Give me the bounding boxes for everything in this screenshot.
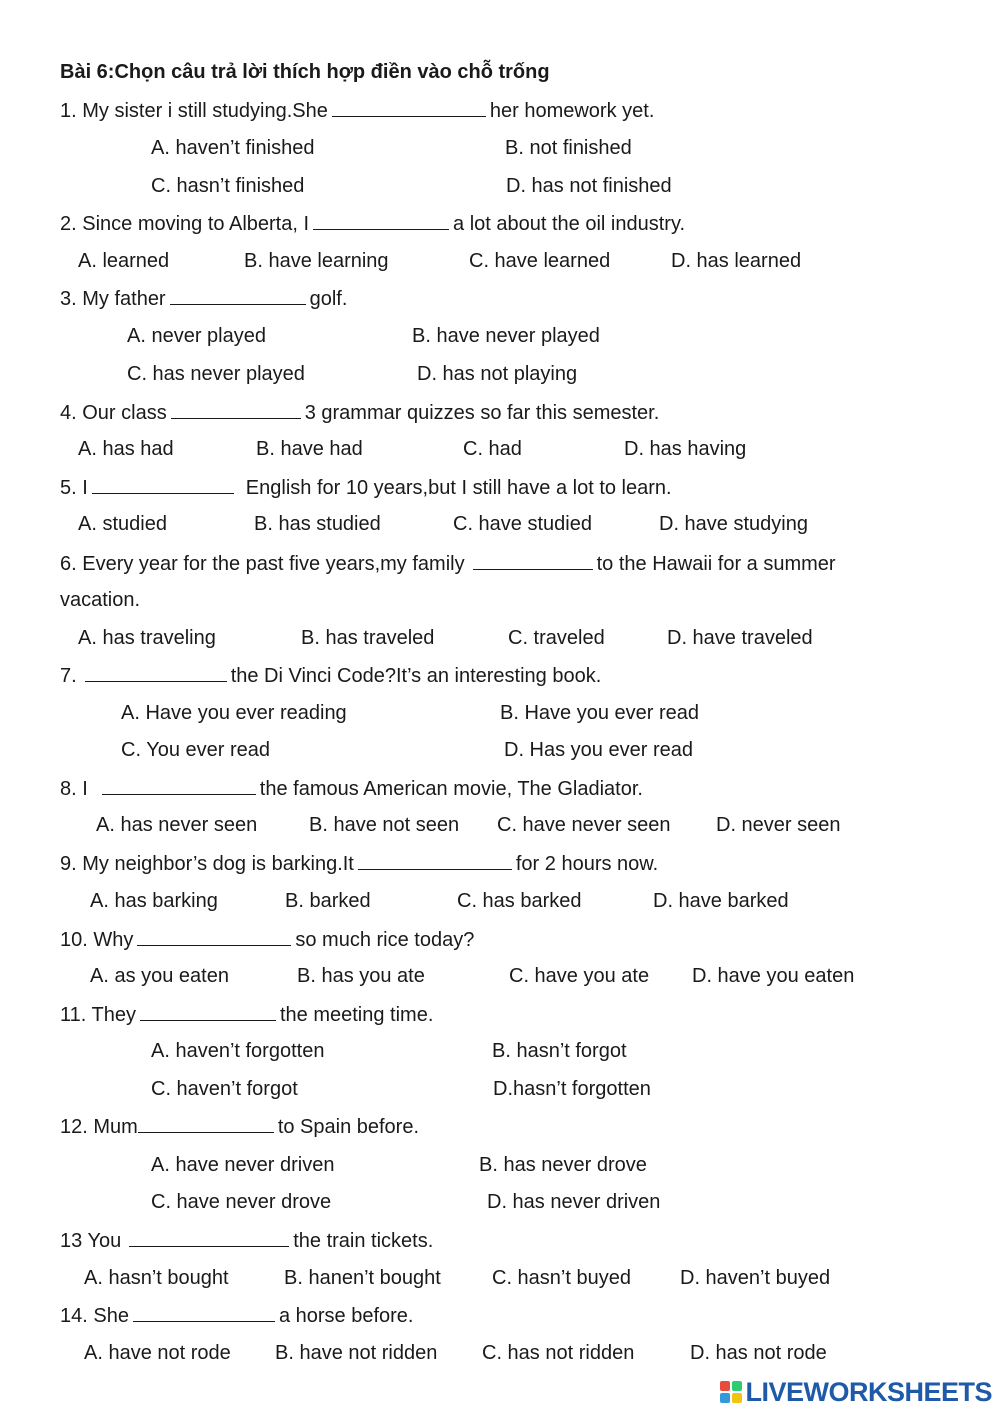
question-9 xyxy=(60,851,658,876)
logo-square-blue xyxy=(720,1393,730,1403)
option-b[interactable]: B. not finished xyxy=(505,137,632,159)
question-text: 13 You xyxy=(60,1230,122,1252)
answer-blank[interactable] xyxy=(473,551,593,570)
option-c[interactable]: C. has not ridden xyxy=(482,1342,635,1364)
question-text: 8. I xyxy=(60,778,88,800)
question-6 xyxy=(60,551,836,576)
option-a[interactable]: A. haven’t finished xyxy=(151,137,315,159)
option-b[interactable]: B. have not ridden xyxy=(275,1342,438,1364)
option-d[interactable]: D. never seen xyxy=(716,814,841,836)
option-d[interactable]: D. has having xyxy=(624,438,747,460)
option-b[interactable]: B. has traveled xyxy=(301,627,435,649)
option-d[interactable]: D. has not rode xyxy=(690,1342,827,1364)
question-text: 3. My father xyxy=(60,288,166,310)
option-c[interactable]: C. hasn’t buyed xyxy=(492,1267,631,1289)
logo-square-red xyxy=(720,1381,730,1391)
option-d[interactable]: D. has never driven xyxy=(487,1191,661,1213)
option-a[interactable]: A. have not rode xyxy=(84,1342,231,1364)
question-text: the famous American movie, The Gladiator. xyxy=(259,778,643,800)
option-c[interactable]: C. have studied xyxy=(453,513,592,535)
option-a[interactable]: A. has had xyxy=(78,438,174,460)
answer-blank[interactable] xyxy=(332,98,486,117)
option-c[interactable]: C. haven’t forgot xyxy=(151,1078,298,1100)
answer-blank[interactable] xyxy=(85,663,227,682)
option-d[interactable]: D. have you eaten xyxy=(692,965,855,987)
answer-blank[interactable] xyxy=(140,1002,276,1021)
option-b[interactable]: B. hasn’t forgot xyxy=(492,1040,627,1062)
logo-mark-icon xyxy=(720,1381,742,1403)
option-a[interactable]: A. have never driven xyxy=(151,1154,335,1176)
option-a[interactable]: A. studied xyxy=(78,513,167,535)
liveworksheets-logo xyxy=(720,1377,992,1407)
question-text: 14. She xyxy=(60,1305,129,1327)
option-a[interactable]: A. has barking xyxy=(90,890,218,912)
option-d[interactable]: D. haven’t buyed xyxy=(680,1267,831,1289)
question-text: 1. My sister i still studying.She xyxy=(60,100,328,122)
option-c[interactable]: C. have learned xyxy=(469,250,611,272)
exercise-title: Bài 6:Chọn câu trả lời thích hợp điền vào chỗ trống xyxy=(60,61,550,83)
option-c[interactable]: C. had xyxy=(463,438,522,460)
option-c[interactable]: C. You ever read xyxy=(121,739,270,761)
answer-blank[interactable] xyxy=(129,1228,289,1247)
question-text: to Spain before. xyxy=(277,1116,420,1138)
answer-blank[interactable] xyxy=(358,851,512,870)
question-12 xyxy=(60,1114,419,1139)
option-c[interactable]: C. traveled xyxy=(508,627,605,649)
option-b[interactable]: B. have not seen xyxy=(309,814,460,836)
option-d[interactable]: D. has not playing xyxy=(417,363,578,385)
option-a[interactable]: A. never played xyxy=(127,325,266,347)
question-14 xyxy=(60,1303,413,1328)
option-a[interactable]: A. learned xyxy=(78,250,170,272)
option-a[interactable]: A. as you eaten xyxy=(90,965,229,987)
question-text: 9. My neighbor’s dog is barking.It xyxy=(60,853,354,875)
option-d[interactable]: D. have studying xyxy=(659,513,808,535)
answer-blank[interactable] xyxy=(313,211,449,230)
option-c[interactable]: C. has barked xyxy=(457,890,582,912)
question-text: for 2 hours now. xyxy=(515,853,659,875)
question-text: her homework yet. xyxy=(489,100,655,122)
option-b[interactable]: B. has studied xyxy=(254,513,381,535)
question-text: the train tickets. xyxy=(293,1230,434,1252)
question-10 xyxy=(60,927,474,952)
option-a[interactable]: A. haven’t forgotten xyxy=(151,1040,325,1062)
option-b[interactable]: B. has you ate xyxy=(297,965,425,987)
question-7 xyxy=(60,663,601,688)
option-d[interactable]: D. Has you ever read xyxy=(504,739,693,761)
question-text: 3 grammar quizzes so far this semester. xyxy=(304,402,660,424)
answer-blank[interactable] xyxy=(138,1114,274,1133)
option-c[interactable]: C. have you ate xyxy=(509,965,650,987)
question-text: 5. I xyxy=(60,477,88,499)
answer-blank[interactable] xyxy=(137,927,291,946)
option-a[interactable]: A. hasn’t bought xyxy=(84,1267,229,1289)
question-6-continued: vacation. xyxy=(60,589,141,611)
question-text: 4. Our class xyxy=(60,402,167,424)
question-text: the Di Vinci Code?It’s an interesting book. xyxy=(230,665,602,687)
logo-text: LIVEWORKSHEETS xyxy=(745,1376,992,1407)
option-d[interactable]: D. has not finished xyxy=(506,175,672,197)
question-text: a horse before. xyxy=(278,1305,414,1327)
question-1 xyxy=(60,98,654,123)
option-b[interactable]: B. Have you ever read xyxy=(500,702,699,724)
option-d[interactable]: D. have traveled xyxy=(667,627,813,649)
question-2 xyxy=(60,211,685,236)
logo-square-green xyxy=(732,1381,742,1391)
option-c[interactable]: C. have never seen xyxy=(497,814,671,836)
question-text: 10. Why xyxy=(60,929,134,951)
answer-blank[interactable] xyxy=(92,475,234,494)
option-b[interactable]: B. barked xyxy=(285,890,371,912)
question-text: golf. xyxy=(309,288,348,310)
question-13 xyxy=(60,1228,433,1253)
answer-blank[interactable] xyxy=(171,400,301,419)
answer-blank[interactable] xyxy=(170,286,306,305)
question-text: 7. xyxy=(60,665,77,687)
option-b[interactable]: B. have had xyxy=(256,438,363,460)
answer-blank[interactable] xyxy=(102,776,256,795)
option-b[interactable]: B. has never drove xyxy=(479,1154,647,1176)
option-a[interactable]: A. has traveling xyxy=(78,627,216,649)
question-3 xyxy=(60,286,347,311)
option-c[interactable]: C. have never drove xyxy=(151,1191,332,1213)
option-b[interactable]: B. have learning xyxy=(244,250,389,272)
question-text: a lot about the oil industry. xyxy=(453,213,686,235)
question-text: English for 10 years,but I still have a lot to learn. xyxy=(245,477,672,499)
question-text: the meeting time. xyxy=(279,1004,434,1026)
question-11 xyxy=(60,1002,433,1027)
option-b[interactable]: B. hanen’t bought xyxy=(284,1267,441,1289)
option-d[interactable]: D. have barked xyxy=(653,890,789,912)
question-text: 11. They xyxy=(60,1004,136,1026)
option-a[interactable]: A. has never seen xyxy=(96,814,258,836)
question-text: so much rice today? xyxy=(295,929,475,951)
option-b[interactable]: B. have never played xyxy=(412,325,600,347)
question-text: 2. Since moving to Alberta, I xyxy=(60,213,310,235)
option-a[interactable]: A. Have you ever reading xyxy=(121,702,347,724)
option-c[interactable]: C. has never played xyxy=(127,363,305,385)
logo-square-yellow xyxy=(732,1393,742,1403)
question-text: to the Hawaii for a summer xyxy=(596,553,836,575)
option-d[interactable]: D. has learned xyxy=(671,250,802,272)
question-8 xyxy=(60,776,643,801)
option-d[interactable]: D.hasn’t forgotten xyxy=(493,1078,651,1100)
question-4 xyxy=(60,400,659,425)
option-c[interactable]: C. hasn’t finished xyxy=(151,175,305,197)
question-5 xyxy=(60,475,672,500)
question-text: 6. Every year for the past five years,my family xyxy=(60,553,465,575)
answer-blank[interactable] xyxy=(133,1303,275,1322)
question-text: 12. Mum xyxy=(60,1116,138,1138)
